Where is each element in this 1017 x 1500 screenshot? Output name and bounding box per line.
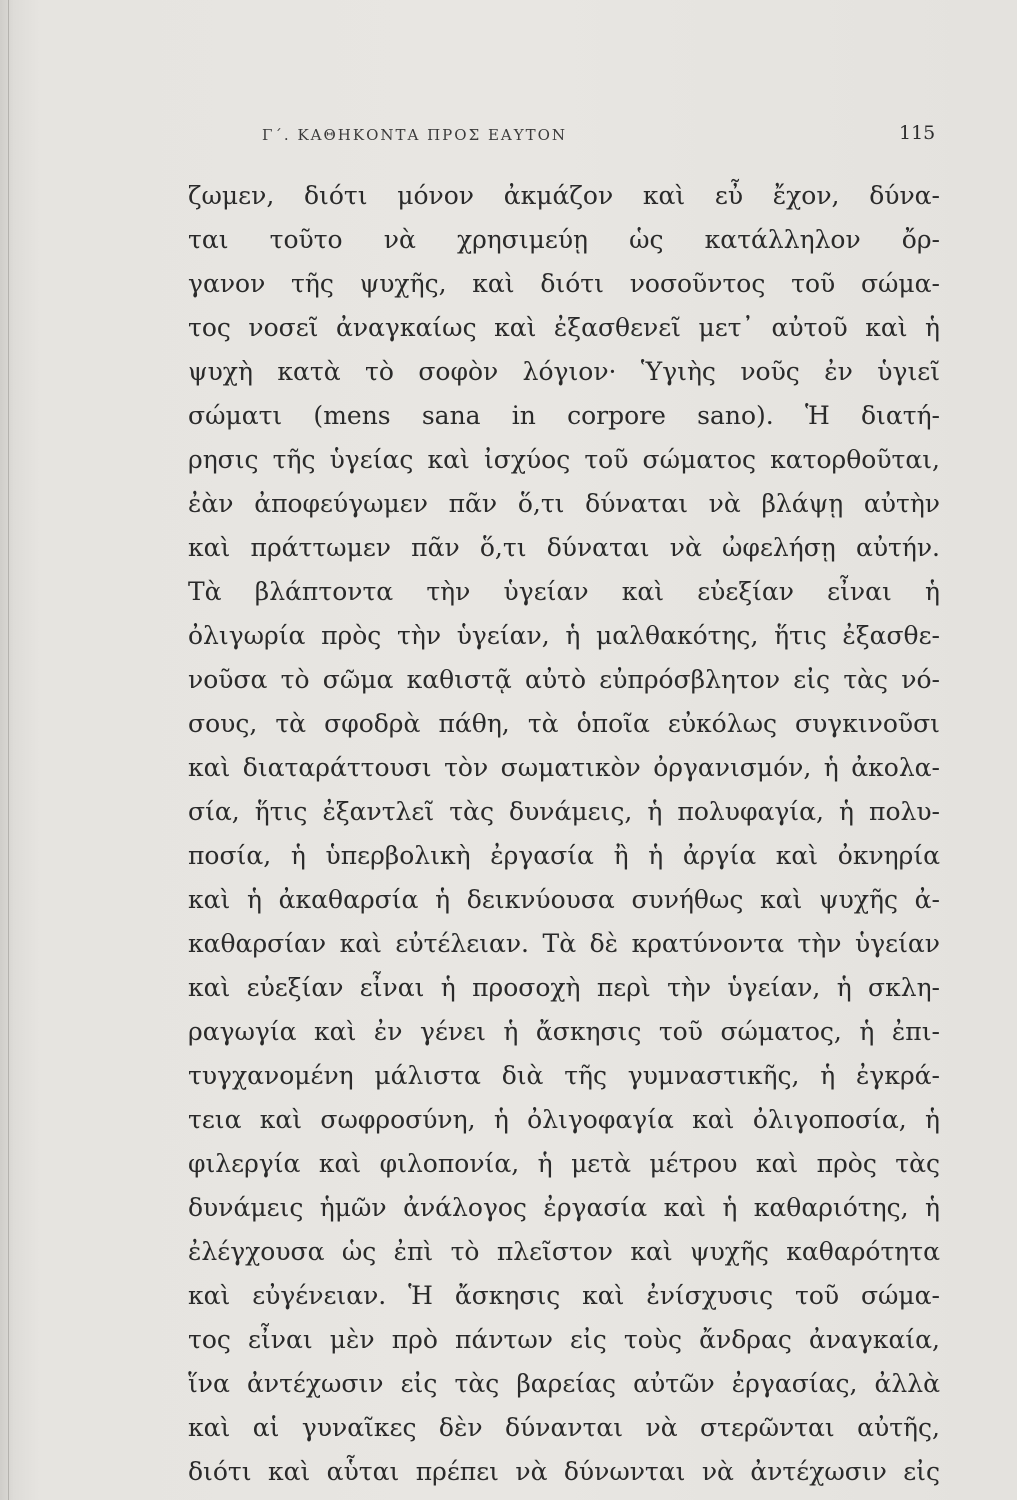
text-line: τεια καὶ σωφροσύνη, ἡ ὀλιγοφαγία καὶ ὀλιγοποσία, ἡ: [188, 1105, 940, 1134]
running-head: Γ΄. ΚΑΘΗΚΟΝΤΑ ΠΡΟΣ ΕΑΥΤΟΝ: [262, 126, 568, 144]
page-gutter-edge: [8, 0, 9, 1500]
text-line: ζωμεν, διότι μόνον ἀκμάζον καὶ εὖ ἔχον, δύνα-: [188, 181, 940, 210]
text-line: καὶ διαταράττουσι τὸν σωματικὸν ὀργανισμόν, ἡ ἀκολα-: [188, 753, 940, 782]
text-line: ται τοῦτο νὰ χρησιμεύῃ ὡς κατάλληλον ὄρ-: [188, 225, 940, 254]
text-line: ρησις τῆς ὑγείας καὶ ἰσχύος τοῦ σώματος κατορθοῦται,: [188, 445, 940, 474]
text-line: τος νοσεῖ ἀναγκαίως καὶ ἐξασθενεῖ μετ᾽ αὐτοῦ καὶ ἡ: [188, 313, 940, 342]
text-line: καὶ αἱ γυναῖκες δὲν δύνανται νὰ στερῶνται αὐτῆς,: [188, 1413, 940, 1442]
text-line: γανον τῆς ψυχῆς, καὶ διότι νοσοῦντος τοῦ σώμα-: [188, 269, 940, 298]
text-line: ἐλέγχουσα ὡς ἐπὶ τὸ πλεῖστον καὶ ψυχῆς καθαρότητα: [188, 1237, 940, 1266]
text-line: τυγχανομένη μάλιστα διὰ τῆς γυμναστικῆς, ἡ ἐγκρά-: [188, 1061, 940, 1090]
text-line: καθαρσίαν καὶ εὐτέλειαν. Τὰ δὲ κρατύνοντα τὴν ὑγείαν: [188, 929, 940, 958]
text-line: τος εἶναι μὲν πρὸ πάντων εἰς τοὺς ἄνδρας ἀναγκαία,: [188, 1325, 940, 1354]
body-text: [188, 174, 940, 1494]
text-line: νοῦσα τὸ σῶμα καθιστᾷ αὐτὸ εὐπρόσβλητον εἰς τὰς νό-: [188, 665, 940, 694]
text-line: σώματι (mens sana in corpore sano). Ἡ διατή-: [188, 401, 940, 430]
page-header: [0, 122, 1017, 152]
text-line: διότι καὶ αὗται πρέπει νὰ δύνωνται νὰ ἀντέχωσιν εἰς: [188, 1457, 940, 1486]
text-line: δυνάμεις ἡμῶν ἀνάλογος ἐργασία καὶ ἡ καθαριότης, ἡ: [188, 1193, 940, 1222]
text-line: φιλεργία καὶ φιλοπονία, ἡ μετὰ μέτρου καὶ πρὸς τὰς: [188, 1149, 940, 1178]
text-line: ἵνα ἀντέχωσιν εἰς τὰς βαρείας αὐτῶν ἐργασίας, ἀλλὰ: [188, 1369, 940, 1398]
text-line: καὶ ἡ ἀκαθαρσία ἡ δεικνύουσα συνήθως καὶ ψυχῆς ἀ-: [188, 885, 940, 914]
text-line: καὶ πράττωμεν πᾶν ὅ,τι δύναται νὰ ὠφελήσῃ αὐτήν.: [188, 533, 940, 562]
text-line: ραγωγία καὶ ἐν γένει ἡ ἄσκησις τοῦ σώματος, ἡ ἐπι-: [188, 1017, 940, 1046]
page-number: 115: [899, 122, 936, 144]
text-line: σία, ἥτις ἐξαντλεῖ τὰς δυνάμεις, ἡ πολυφαγία, ἡ πολυ-: [188, 797, 940, 826]
text-line: ἐὰν ἀποφεύγωμεν πᾶν ὅ,τι δύναται νὰ βλάψῃ αὐτὴν: [188, 489, 940, 518]
text-line: καὶ εὐεξίαν εἶναι ἡ προσοχὴ περὶ τὴν ὑγείαν, ἡ σκλη-: [188, 973, 940, 1002]
text-line: ποσία, ἡ ὑπερβολικὴ ἐργασία ἢ ἡ ἀργία καὶ ὀκνηρία: [188, 841, 940, 870]
text-line: καὶ εὐγένειαν. Ἡ ἄσκησις καὶ ἐνίσχυσις τοῦ σώμα-: [188, 1281, 940, 1310]
text-line: Τὰ βλάπτοντα τὴν ὑγείαν καὶ εὐεξίαν εἶναι ἡ: [188, 577, 940, 606]
text-line: ψυχὴ κατὰ τὸ σοφὸν λόγιον· Ὑγιὴς νοῦς ἐν ὑγιεῖ: [188, 357, 940, 386]
text-line: ὀλιγωρία πρὸς τὴν ὑγείαν, ἡ μαλθακότης, ἥτις ἐξασθε-: [188, 621, 940, 650]
text-line: σους, τὰ σφοδρὰ πάθη, τὰ ὁποῖα εὐκόλως συγκινοῦσι: [188, 709, 940, 738]
